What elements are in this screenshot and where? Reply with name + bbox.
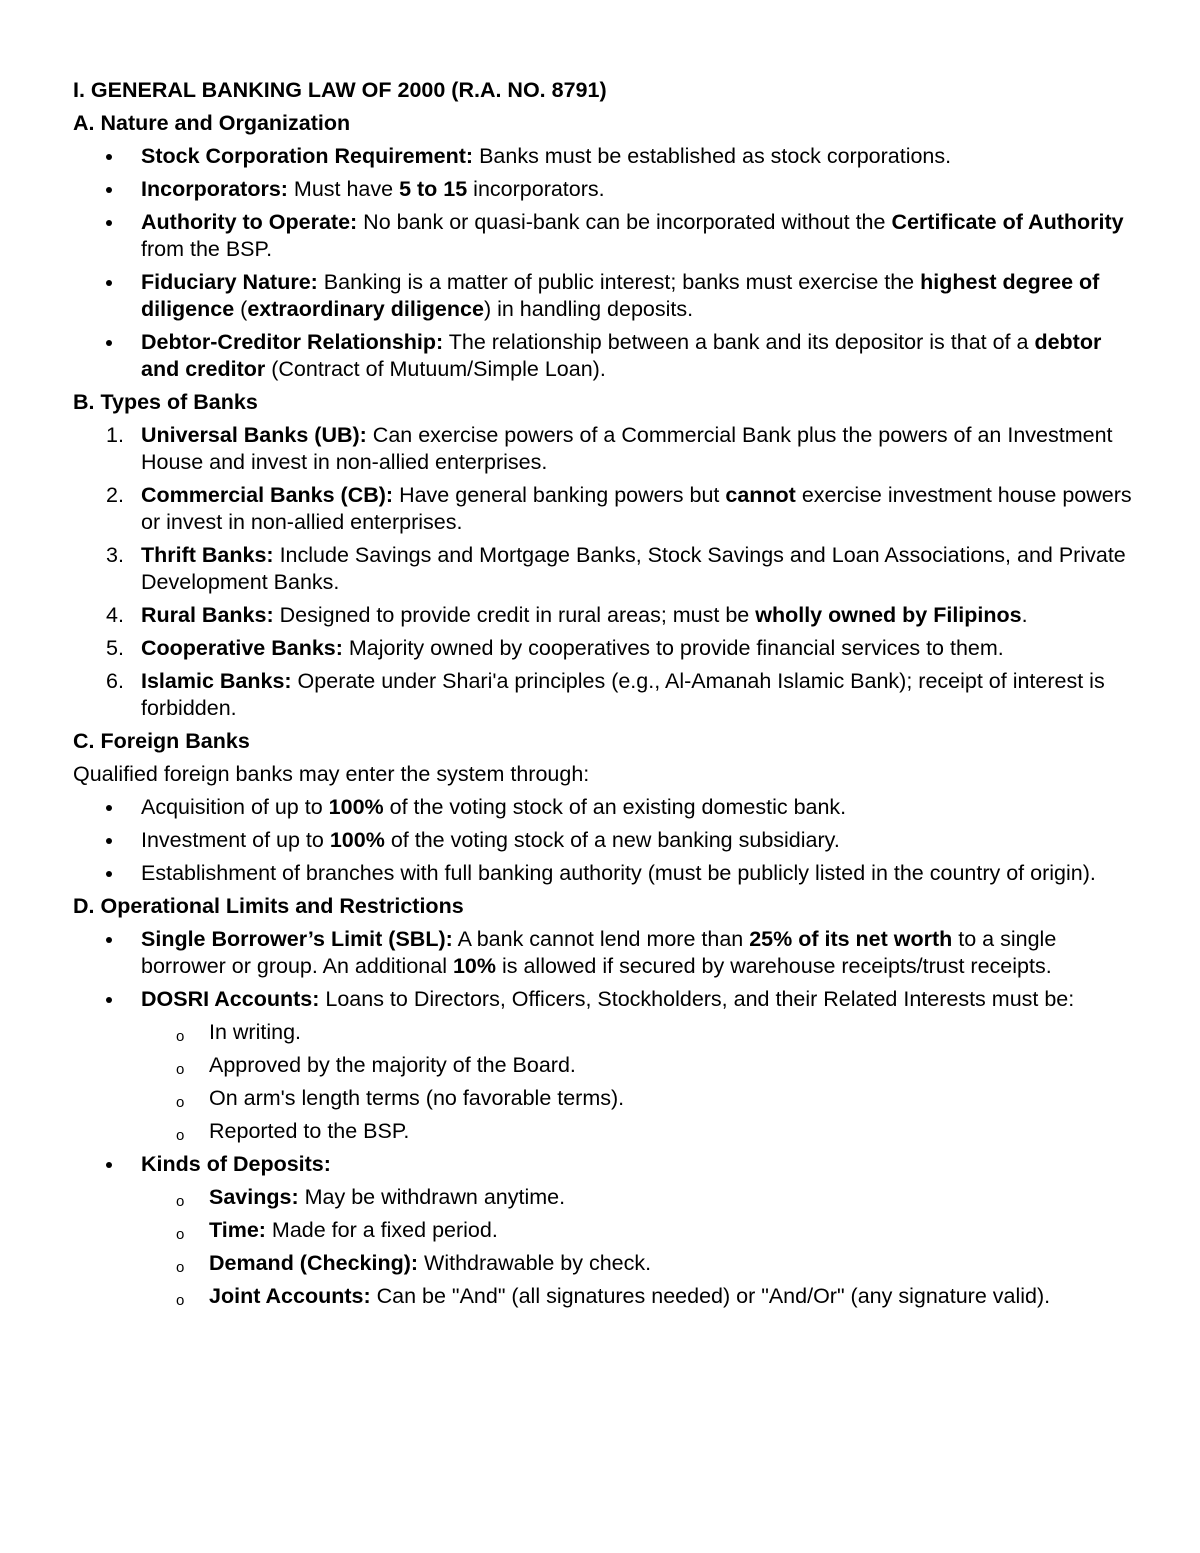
section-c-list (73, 794, 1133, 887)
list-item-single-borrowers-limit: Single Borrower’s Limit (SBL): A bank cannot lend more than 25% of its net worth to a single borrower or group. An additional 10% is allowed if secured by warehouse receipts/trust receipts. (73, 926, 1133, 980)
circle-bullet-icon: o (176, 1094, 185, 1111)
sub-item: o In writing. (138, 1019, 1133, 1046)
circle-bullet-icon: o (176, 1292, 185, 1309)
list-item-kinds-of-deposits: Kinds of Deposits: o Savings: May be withdrawn anytime. o Time: Made for a fixed period. o Demand (Checking): Withdrawable by check. o Joint Accounts: Can be "And" (all signatures needed) or "And/Or" (any signature valid). (73, 1151, 1133, 1310)
list-item-stock-corporation: Stock Corporation Requirement: Banks must be established as stock corporations. (73, 143, 1133, 170)
section-d-list (73, 926, 1133, 1310)
sub-item: o On arm's length terms (no favorable terms). (138, 1085, 1133, 1112)
sub-item-savings: o Savings: May be withdrawn anytime. (138, 1184, 1133, 1211)
section-c-intro: Qualified foreign banks may enter the system through: (73, 762, 590, 786)
bullet-icon (106, 805, 112, 811)
section-b-list (73, 422, 1133, 722)
section-d-heading: D. Operational Limits and Restrictions (73, 894, 464, 918)
list-item-dosri-accounts: DOSRI Accounts: Loans to Directors, Officers, Stockholders, and their Related Interests must be: o In writing. o Approved by the majority of the Board. o On arm's length terms (no favorable terms). o Reported to the BSP. (73, 986, 1133, 1145)
list-item-cooperative-banks: 5. Cooperative Banks: Majority owned by cooperatives to provide financial services to them. (106, 636, 1004, 660)
circle-bullet-icon: o (176, 1226, 185, 1243)
list-item-debtor-creditor: Debtor-Creditor Relationship: The relationship between a bank and its depositor is that of a debtor and creditor (Contract of Mutuum/Simple Loan). (73, 329, 1133, 383)
bullet-icon (106, 340, 112, 346)
list-item-investment: Investment of up to 100% of the voting stock of a new banking subsidiary. (73, 827, 1133, 854)
bullet-icon (106, 937, 112, 943)
sub-item-joint-accounts: o Joint Accounts: Can be "And" (all signatures needed) or "And/Or" (any signature valid). (138, 1283, 1133, 1310)
list-item-universal-banks: 1. Universal Banks (UB): Can exercise powers of a Commercial Bank plus the powers of an Investment House and invest in non-allied enterprises. (106, 423, 1113, 474)
circle-bullet-icon: o (176, 1028, 185, 1045)
list-number: 2. (106, 483, 124, 507)
list-item-authority-to-operate: Authority to Operate: No bank or quasi-bank can be incorporated without the Certificate of Authority from the BSP. (73, 209, 1133, 263)
section-c-heading: C. Foreign Banks (73, 729, 250, 753)
sub-item: o Approved by the majority of the Board. (138, 1052, 1133, 1079)
list-number: 5. (106, 636, 124, 660)
bullet-icon (106, 997, 112, 1003)
list-number: 1. (106, 423, 124, 447)
list-item-thrift-banks: 3. Thrift Banks: Include Savings and Mortgage Banks, Stock Savings and Loan Associations, and Private Development Banks. (106, 543, 1126, 594)
sub-item-time: o Time: Made for a fixed period. (138, 1217, 1133, 1244)
list-number: 3. (106, 543, 124, 567)
section-a-heading: A. Nature and Organization (73, 111, 351, 135)
deposits-sublist (141, 1184, 1133, 1310)
list-number: 6. (106, 669, 124, 693)
document-page (73, 77, 1133, 1316)
circle-bullet-icon: o (176, 1193, 185, 1210)
bullet-icon (106, 280, 112, 286)
list-item-incorporators: Incorporators: Must have 5 to 15 incorporators. (73, 176, 1133, 203)
list-item-rural-banks: 4. Rural Banks: Designed to provide credit in rural areas; must be wholly owned by Filipinos. (106, 603, 1028, 627)
bullet-icon (106, 1162, 112, 1168)
sub-item: o Reported to the BSP. (138, 1118, 1133, 1145)
bullet-icon (106, 187, 112, 193)
list-item-acquisition: Acquisition of up to 100% of the voting stock of an existing domestic bank. (73, 794, 1133, 821)
sub-item-demand: o Demand (Checking): Withdrawable by check. (138, 1250, 1133, 1277)
list-item-branches: Establishment of branches with full banking authority (must be publicly listed in the country of origin). (73, 860, 1133, 887)
circle-bullet-icon: o (176, 1127, 185, 1144)
list-item-fiduciary-nature: Fiduciary Nature: Banking is a matter of public interest; banks must exercise the highest degree of diligence (extraordinary diligence) in handling deposits. (73, 269, 1133, 323)
dosri-sublist (141, 1019, 1133, 1145)
bullet-icon (106, 871, 112, 877)
section-a-list (73, 143, 1133, 383)
list-item-islamic-banks: 6. Islamic Banks: Operate under Shari'a principles (e.g., Al-Amanah Islamic Bank); receipt of interest is forbidden. (106, 669, 1105, 720)
bullet-icon (106, 838, 112, 844)
circle-bullet-icon: o (176, 1259, 185, 1276)
document-title: I. GENERAL BANKING LAW OF 2000 (R.A. NO. 8791) (73, 78, 607, 102)
circle-bullet-icon: o (176, 1061, 185, 1078)
bullet-icon (106, 220, 112, 226)
bullet-icon (106, 154, 112, 160)
list-number: 4. (106, 603, 124, 627)
section-b-heading: B. Types of Banks (73, 390, 258, 414)
list-item-commercial-banks: 2. Commercial Banks (CB): Have general banking powers but cannot exercise investment house powers or invest in non-allied enterprises. (106, 483, 1132, 534)
